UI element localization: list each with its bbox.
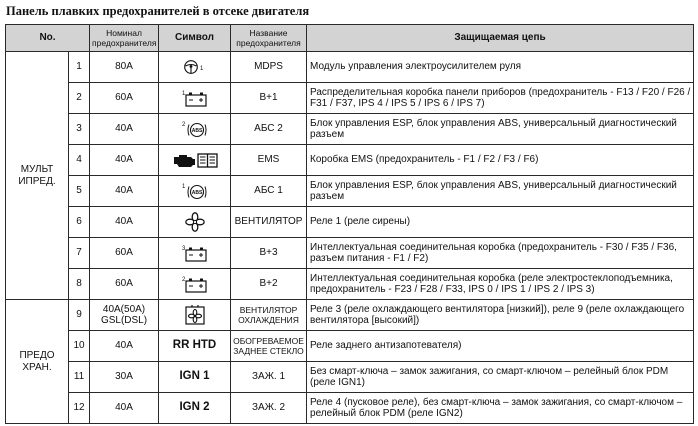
row-rating: 30A [90, 362, 159, 393]
row-name: MDPS [231, 52, 307, 83]
row-circuit: Коробка EMS (предохранитель - F1 / F2 / F3 / F6) [307, 145, 694, 176]
row-name: ЗАЖ. 1 [231, 362, 307, 393]
row-circuit: Модуль управления электроусилителем руля [307, 52, 694, 83]
row-circuit: Реле 1 (реле сирены) [307, 207, 694, 238]
table-row [6, 269, 694, 300]
svg-text:1: 1 [181, 91, 185, 97]
cooling-fan-icon [183, 304, 207, 326]
fan-icon [184, 212, 206, 232]
svg-text:1: 1 [181, 184, 185, 190]
row-rating: 40A [90, 176, 159, 207]
row-no: 1 [69, 52, 90, 83]
header-symbol: Символ [159, 25, 231, 52]
header-name: Название предохранителя [231, 25, 307, 52]
row-rating: 40A [90, 145, 159, 176]
row-rating: 60A [90, 269, 159, 300]
row-no: 12 [69, 393, 90, 424]
table-row [6, 238, 694, 269]
row-no: 9 [69, 300, 90, 331]
row-no: 2 [69, 83, 90, 114]
row-rating: 60A [90, 238, 159, 269]
svg-text:ABS: ABS [191, 128, 202, 134]
group-label: МУЛЬТ ИПРЕД. [6, 52, 69, 300]
row-name: ВЕНТИЛЯТОР [231, 207, 307, 238]
symbol-text: IGN 2 [179, 401, 210, 414]
row-name-text: ВЕНТИЛЯТОР ОХЛАЖДЕНИЯ [238, 305, 299, 325]
table-row [6, 362, 694, 393]
row-circuit: Интеллектуальная соединительная коробка (реле электростеклоподъемника, предохранитель - F23 / F28 / F33, IPS 0 / IPS 1 / IPS 2 / IPS 3) [307, 269, 694, 300]
row-circuit: Реле 4 (пусковое реле), без смарт-ключа – замок зажигания, со смарт-ключом – релейный блок PDM (реле IGN2) [307, 393, 694, 424]
row-rating: 40A [90, 207, 159, 238]
row-name: EMS [231, 145, 307, 176]
abs-icon [181, 182, 209, 200]
row-circuit: Без смарт-ключа – замок зажигания, со смарт-ключом – релейный блок PDM (реле IGN1) [307, 362, 694, 393]
row-rating: 40A(50A) GSL(DSL) [90, 300, 159, 331]
battery-icon [181, 89, 209, 107]
row-name: ЗАЖ. 2 [231, 393, 307, 424]
row-symbol [159, 269, 231, 300]
row-circuit: Блок управления ESP, блок управления ABS, универсальный диагностический разъем [307, 114, 694, 145]
row-symbol [159, 83, 231, 114]
row-name [231, 331, 307, 362]
table-row [6, 52, 694, 83]
svg-text:ABS: ABS [191, 190, 202, 196]
row-name [231, 300, 307, 331]
symbol-text: IGN 1 [179, 370, 210, 383]
row-no: 5 [69, 176, 90, 207]
row-name: B+2 [231, 269, 307, 300]
table-row [6, 176, 694, 207]
row-circuit: Реле 3 (реле охлаждающего вентилятора [низкий]), реле 9 (реле охлаждающего вентилятора [высокий]) [307, 300, 694, 331]
row-symbol [159, 52, 231, 83]
page-title: Панель плавких предохранителей в отсеке двигателя [6, 4, 310, 18]
battery-icon [181, 244, 209, 262]
row-symbol [159, 176, 231, 207]
table-row [6, 207, 694, 238]
row-rating: 40A [90, 393, 159, 424]
table-row [6, 393, 694, 424]
table-row [6, 83, 694, 114]
row-circuit: Распределительная коробка панели приборов (предохранитель - F13 / F20 / F26 / F31 / F37, IPS 4 / IPS 5 / IPS 6 / IPS 7) [307, 83, 694, 114]
row-rating: 60A [90, 83, 159, 114]
group-label: ПРЕДО ХРАН. [6, 300, 69, 424]
row-rating: 40A [90, 331, 159, 362]
table-row [6, 145, 694, 176]
row-circuit: Блок управления ESP, блок управления ABS, универсальный диагностический разъем [307, 176, 694, 207]
svg-text:1: 1 [199, 66, 203, 72]
svg-text:3: 3 [181, 246, 185, 252]
row-symbol [159, 207, 231, 238]
row-symbol [159, 393, 231, 424]
row-rating: 80A [90, 52, 159, 83]
table-row [6, 114, 694, 145]
row-name: АБС 1 [231, 176, 307, 207]
table-row [6, 331, 694, 362]
row-no: 7 [69, 238, 90, 269]
row-rating: 40A [90, 114, 159, 145]
row-symbol [159, 331, 231, 362]
row-no: 3 [69, 114, 90, 145]
table-row [6, 300, 694, 331]
row-no: 8 [69, 269, 90, 300]
row-circuit: Реле заднего антизапотевателя) [307, 331, 694, 362]
table-header-row [6, 25, 694, 52]
row-symbol [159, 362, 231, 393]
svg-text:2: 2 [181, 277, 185, 283]
fuse-table [5, 24, 694, 424]
row-no: 10 [69, 331, 90, 362]
header-circuit: Защищаемая цепь [307, 25, 694, 52]
row-no: 4 [69, 145, 90, 176]
row-no: 11 [69, 362, 90, 393]
symbol-text: RR HTD [172, 339, 217, 352]
row-symbol [159, 145, 231, 176]
row-symbol [159, 300, 231, 331]
row-name: АБС 2 [231, 114, 307, 145]
row-name: B+3 [231, 238, 307, 269]
row-circuit: Интеллектуальная соединительная коробка (предохранитель - F30 / F35 / F36, разъем питания - F1 / F2) [307, 238, 694, 269]
abs-icon [181, 120, 209, 138]
row-no: 6 [69, 207, 90, 238]
row-name: B+1 [231, 83, 307, 114]
engine-book-icon [171, 151, 219, 169]
svg-text:2: 2 [181, 122, 185, 128]
row-symbol [159, 238, 231, 269]
steering-wheel-icon [182, 59, 208, 75]
battery-icon [181, 275, 209, 293]
header-no: No. [6, 25, 90, 52]
header-rating: Номинал предохранителя [90, 25, 159, 52]
row-name-text: ОБОГРЕВАЕМОЕ ЗАДНЕЕ СТЕКЛО [233, 336, 304, 356]
row-symbol [159, 114, 231, 145]
